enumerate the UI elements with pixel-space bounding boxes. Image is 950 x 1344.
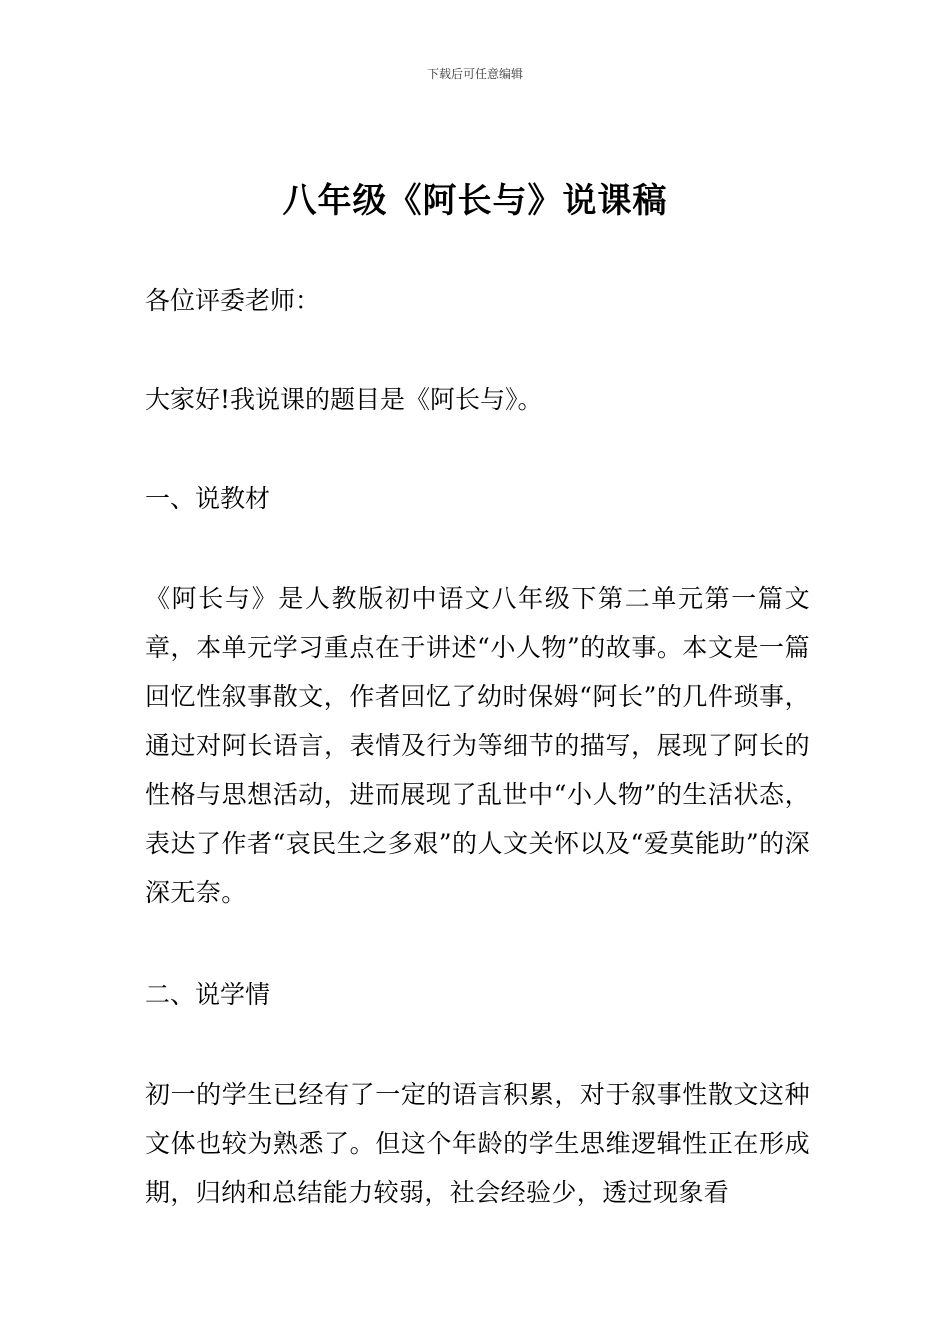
greeting: 大家好!我说课的题目是《阿长与》。: [145, 385, 543, 414]
document-title: 八年级《阿长与》说课稿: [282, 181, 668, 221]
section-body-student-analysis: 初一的学生已经有了一定的语言积累，对于叙事性散文这种文体也较为熟悉了。但这个年龄的学生思维逻辑性正在形成期，归纳和总结能力较弱，社会经验少，透过现象看: [145, 1080, 810, 1207]
section-body-teaching-material: 《阿长与》是人教版初中语文八年级下第二单元第一篇文章，本单元学习重点在于讲述“小人物”的故事。本文是一篇回忆性叙事散文，作者回忆了幼时保姆“阿长”的几件琐事，通过对阿长语言，表情及行为等细节的描写，展现了阿长的性格与思想活动，进而展现了乱世中“小人物”的生活状态，表达了作者“哀民生之多艰”的人文关怀以及“爱莫能助”的深深无奈。: [145, 584, 810, 907]
section-heading-student-analysis: 二、说学情: [145, 980, 271, 1009]
section-heading-teaching-material: 一、说教材: [145, 484, 271, 513]
header-note: 下载后可任意编辑: [426, 67, 523, 81]
salutation: 各位评委老师：: [145, 286, 321, 315]
